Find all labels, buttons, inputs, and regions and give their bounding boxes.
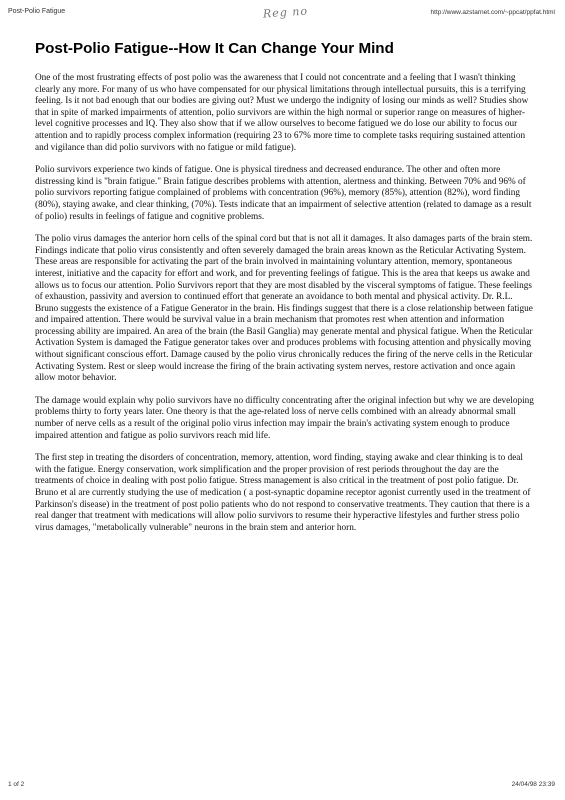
- paragraph-5: The first step in treating the disorders of concentration, memory, attention, word finding, staying awake and clear thinking is to deal with the fatigue. Energy conservation, work simplification and the proper provision of rest periods throughout the day are the treatments of choice in dealing with post polio fatigue. Stress management is also critical in the treatment of post polio fatigue. Dr. Bruno et al are currently studying the use of medication ( a post-synaptic dopamine receptor agonist currently used in the treatment of Parkinson's disease) in the treatment of post polio patients who do not respond to conservative treatments. They caution that there is a real danger that treatment with medications will allow polio survivors to resume their hyperactive lifestyles and further stress polio virus damages, "metabolically vulnerable" neurons in the brain stem and anterior horn.: [35, 453, 531, 533]
- handwritten-note: Reg no: [262, 4, 309, 21]
- article-title: Post-Polio Fatigue--How It Can Change Your Mind: [35, 40, 394, 57]
- print-timestamp: 24/04/98 23:39: [511, 781, 555, 788]
- paragraph-4: The damage would explain why polio survivors have no difficulty concentrating after the original infection but why we are developing problems thirty to forty years later. One theory is that the age-related loss of nerve cells combined with an already abnormal small number of nerve cells as a result of the original polio virus infection may impair the brain's activating system enough to produce impaired attention and fatigue as polio survivors reach mid life.: [35, 395, 534, 441]
- paragraph-2: Polio survivors experience two kinds of fatigue. One is physical tiredness and decreased endurance. The other and often more distressing kind is "brain fatigue." Brain fatigue describes problems with attention, alertness and thinking. Between 70% and 96% of polio survivors reporting fatigue complained of problems with concentration (96%), memory (85%), attention (82%), word finding (80%), staying awake, and clear thinking, (70%). Tests indicate that an impairment of selective attention (related to damage as a result of polio) results in feelings of fatigue and cognitive problems.: [35, 165, 532, 222]
- article-body: [35, 73, 535, 545]
- paragraph-3: The polio virus damages the anterior horn cells of the spinal cord but that is not all it damages. It also damages parts of the brain stem. Findings indicate that polio virus consistently and often severely damaged the brain areas known as the Reticular Activating System. These areas are responsible for activating the part of the brain involved in maintaining voluntary attention, memory, spontaneous interest, initiative and the capacity for effort and work, and for preventing feelings of fatigue. This is the area that keeps us awake and allows us to focus our attention. Polio Survivors report that they are most disabled by the visceral symptoms of fatigue. These feelings of exhaustion, passivity and aversion to continued effort that generate an avoidance to both mental and physical activity. Dr. R.L. Bruno suggests the existence of a Fatigue Generator in the brain. His findings suggest that there is a close relationship between fatigue and impaired attention. There would be survival value in a brain mechanism that promotes rest when attention and information processing ability are impaired. An area of the brain (the Basil Ganglia) may generate mental and physical fatigue. When the Reticular Activation System is damaged the Fatigue generator takes over and produces problems with focusing attention and physically moving without significant conscious effort. Damage caused by the polio virus chronically reduces the firing of the nerve cells in the Reticular Activating System. Rest or sleep would increase the firing of the brain activating system nerves, restore activation and once again allow motor behavior.: [35, 234, 533, 384]
- browser-page-title: Post-Polio Fatigue: [8, 8, 66, 15]
- paragraph-1: One of the most frustrating effects of post polio was the awareness that I could not concentrate and a feeling that I wasn't thinking clearly any more. For many of us who have compensated for our physical limitations through intellectual pursuits, this is a terrifying feeling. Is it not bad enough that our bodies are giving out? Must we undergo the indignity of losing our minds as well? Studies show that in spite of marked impairments of attention, polio survivors are within the high normal or superior range on measures of higher-level cognitive processes and IQ. They also show that if we allow ourselves to become fatigued we do lose our ability to focus our attention and to rapidly process complex information (requiring 23 to 67% more time to complete tasks requiring sustained attention and vigilance than did polio survivors with no fatigue or mild fatigue).: [35, 73, 529, 153]
- page-url: http://www.azstarnet.com/~ppcat/ppfat.html: [430, 9, 555, 16]
- page-number: 1 of 2: [8, 781, 25, 788]
